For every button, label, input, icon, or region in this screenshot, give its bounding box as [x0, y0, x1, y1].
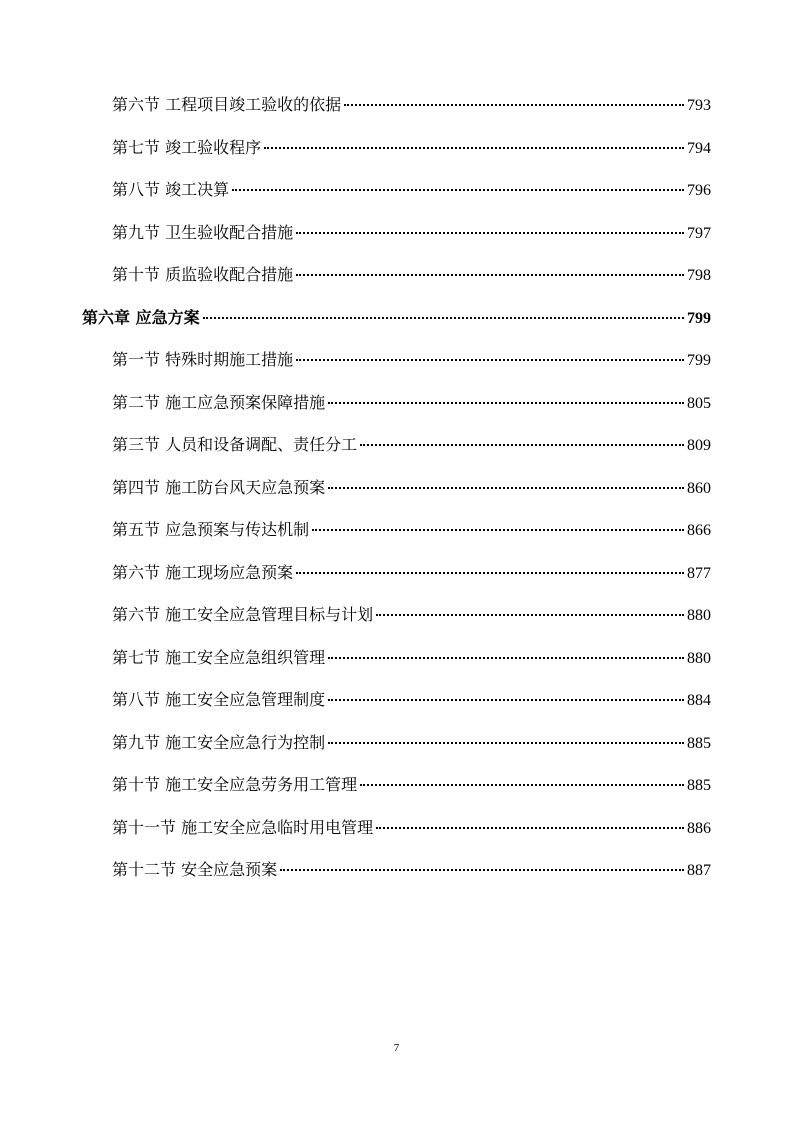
toc-entry-title: 第八节 竣工决算: [112, 180, 230, 199]
toc-entry[interactable]: [112, 350, 711, 371]
dot-leader: [328, 657, 684, 659]
toc-entry[interactable]: [112, 648, 711, 669]
dot-leader: [203, 317, 684, 319]
toc-entry-title: 第九节 施工安全应急行为控制: [112, 733, 326, 752]
toc-entry-title: 第五节 应急预案与传达机制: [112, 520, 310, 539]
toc-entry-page: 884: [687, 692, 711, 709]
toc-entry-page: 877: [687, 565, 711, 582]
toc-entry-title: 第十节 施工安全应急劳务用工管理: [112, 775, 358, 794]
toc-entry[interactable]: [112, 265, 711, 286]
toc-entry[interactable]: [112, 180, 711, 201]
dot-leader: [328, 742, 684, 744]
toc-entry-title: 第三节 人员和设备调配、责任分工: [112, 435, 358, 454]
toc-entry[interactable]: [112, 95, 711, 116]
dot-leader: [360, 444, 684, 446]
toc-entry-title: 第八节 施工安全应急管理制度: [112, 690, 326, 709]
dot-leader: [296, 572, 684, 574]
toc-entry-title: 第十节 质监验收配合措施: [112, 265, 294, 284]
dot-leader: [344, 104, 684, 106]
toc-entry-title: 第六节 施工安全应急管理目标与计划: [112, 605, 374, 624]
toc-entry[interactable]: [112, 860, 711, 881]
toc-entry-page: 880: [687, 650, 711, 667]
toc-entry[interactable]: [112, 435, 711, 456]
toc-entry[interactable]: [112, 818, 711, 839]
toc-entry-page: 885: [687, 777, 711, 794]
dot-leader: [312, 529, 684, 531]
toc-entry-page: 798: [687, 267, 711, 284]
toc-entry[interactable]: [112, 520, 711, 541]
toc-entry-page: 887: [687, 862, 711, 879]
dot-leader: [328, 402, 684, 404]
toc-entry[interactable]: [112, 733, 711, 754]
toc-entry-page: 886: [687, 820, 711, 837]
toc-entry-title: 第六节 工程项目竣工验收的依据: [112, 95, 342, 114]
toc-entry-title: 第七节 施工安全应急组织管理: [112, 648, 326, 667]
toc-entry[interactable]: [112, 690, 711, 711]
toc-entry-page: 860: [687, 480, 711, 497]
toc-entry-page: 799: [687, 352, 711, 369]
page-number: 7: [393, 1042, 400, 1054]
dot-leader: [376, 614, 684, 616]
dot-leader: [264, 147, 684, 149]
toc-entry-page: 805: [687, 395, 711, 412]
toc-entry[interactable]: [112, 478, 711, 499]
toc-entry-page: 885: [687, 735, 711, 752]
dot-leader: [328, 487, 684, 489]
dot-leader: [232, 189, 684, 191]
toc-entry-page: 799: [687, 310, 711, 327]
dot-leader: [328, 699, 684, 701]
toc-entry-title: 第六节 施工现场应急预案: [112, 563, 294, 582]
toc-entry-title: 第六章 应急方案: [82, 308, 200, 327]
toc-entry[interactable]: [112, 223, 711, 244]
toc-entry-title: 第十二节 安全应急预案: [112, 860, 278, 879]
toc-entry-page: 794: [687, 140, 711, 157]
toc-entry[interactable]: [112, 775, 711, 796]
toc-entry-page: 796: [687, 182, 711, 199]
toc-entry-title: 第九节 卫生验收配合措施: [112, 223, 294, 242]
toc-entry-title: 第二节 施工应急预案保障措施: [112, 393, 326, 412]
dot-leader: [296, 232, 684, 234]
toc-entry-title: 第一节 特殊时期施工措施: [112, 350, 294, 369]
dot-leader: [360, 784, 684, 786]
toc-entry-page: 797: [687, 225, 711, 242]
toc-entry[interactable]: [112, 605, 711, 626]
toc-entry-page: 880: [687, 607, 711, 624]
toc-entry-page: 809: [687, 437, 711, 454]
dot-leader: [280, 869, 684, 871]
dot-leader: [376, 827, 684, 829]
dot-leader: [296, 274, 684, 276]
toc-entry-page: 866: [687, 522, 711, 539]
toc-entry[interactable]: [112, 393, 711, 414]
toc-entry[interactable]: [112, 563, 711, 584]
toc-entry-page: 793: [687, 97, 711, 114]
toc-entry-title: 第十一节 施工安全应急临时用电管理: [112, 818, 374, 837]
dot-leader: [296, 359, 684, 361]
toc-entry-title: 第四节 施工防台风天应急预案: [112, 478, 326, 497]
toc-entry-title: 第七节 竣工验收程序: [112, 138, 262, 157]
toc-chapter-entry[interactable]: [82, 308, 711, 329]
toc-entry[interactable]: [112, 138, 711, 159]
